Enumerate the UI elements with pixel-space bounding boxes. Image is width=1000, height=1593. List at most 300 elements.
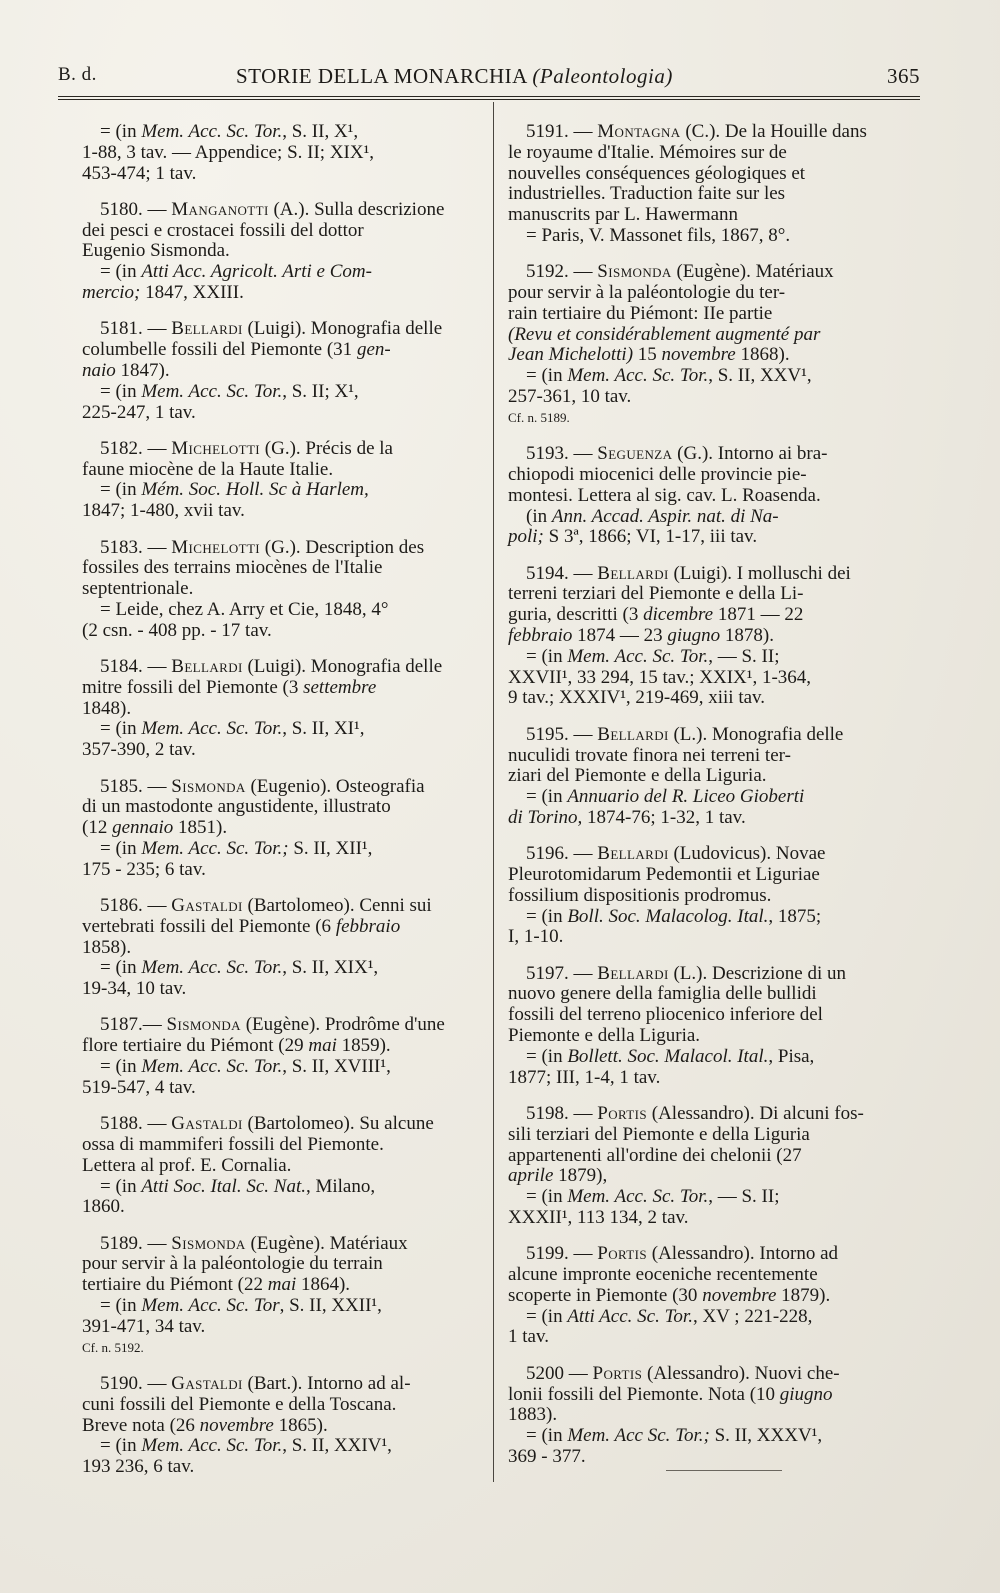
- entry-line: rain tertiaire du Piémont: IIe partie: [508, 302, 773, 324]
- entry-line: di un mastodonte angustidente, illustrato: [82, 796, 391, 818]
- entry-text: (Alessandro). Di alcuni fos-: [647, 1102, 864, 1124]
- entry-line: [82, 1416, 492, 1437]
- entry-text: (Luigi). Monografia delle: [242, 318, 443, 340]
- entry-line: 9 tav.; XXXIV¹, 219-469, xiii tav.: [508, 687, 766, 709]
- entry-line: [508, 626, 920, 647]
- entry-line: 193 236, 6 tav.: [82, 1456, 195, 1478]
- entry-line: nouvelles conséquences géologiques et: [508, 162, 806, 184]
- entry-line: [508, 1426, 920, 1447]
- entry-line: 175 - 235; 6 tav.: [82, 858, 206, 880]
- entry-text: 5192. —: [526, 261, 598, 283]
- entry-5180: [82, 200, 492, 304]
- entry-text: Jean Michelotti): [508, 344, 634, 366]
- entry-text: 1874 — 23: [572, 625, 668, 647]
- entry-text: 5197. —: [526, 962, 598, 984]
- entry-line: nuculidi trovate finora nei terreni ter-: [508, 744, 791, 766]
- entry-line: dei pesci e crostacei fossili del dottor: [82, 219, 364, 241]
- entry-text: , S. II, XXII¹,: [279, 1295, 382, 1317]
- entry-line: 1883).: [508, 1404, 558, 1426]
- entry-text: 1871 — 22: [713, 604, 804, 626]
- entry-line: fossili del terreno pliocenico inferiore del: [508, 1004, 823, 1026]
- entry-line: [508, 725, 920, 746]
- entry-line: Lettera al prof. E. Cornalia.: [82, 1154, 292, 1176]
- entry-5190: [82, 1374, 492, 1478]
- entry-text: Bellardi: [171, 318, 243, 340]
- entry-text: Bellardi: [597, 843, 669, 865]
- entry-line: [82, 1036, 492, 1057]
- entry-line: [82, 1015, 492, 1036]
- header-rule-thin: [58, 99, 920, 100]
- entry-text: = (in: [100, 1435, 142, 1457]
- entry-text: S. II, XXXV¹,: [709, 1425, 823, 1447]
- entry-text: (Bartolomeo). Cenni sui: [242, 895, 432, 916]
- entry-text: (A.). Sulla descrizione: [268, 198, 445, 220]
- entry-text: Boll. Soc. Malacolog. Ital.: [567, 905, 769, 927]
- entry-text: = (in: [100, 380, 142, 402]
- entry-text: 5180. —: [100, 198, 172, 220]
- entry-line: sili terziari del Piemonte e della Liguria: [508, 1123, 810, 1145]
- entry-text: , Pisa,: [768, 1045, 815, 1067]
- entry-text: , Milano,: [305, 1175, 376, 1197]
- entry-line: ziari del Piemonte e della Liguria.: [508, 765, 767, 787]
- left-column: [82, 122, 492, 1493]
- entry-text: 1859).: [336, 1035, 391, 1057]
- entry-5200: [508, 1364, 920, 1468]
- entry-line: [82, 657, 492, 678]
- entry-text: gennaio: [112, 817, 174, 839]
- entry-text: Sismonda: [166, 1014, 241, 1036]
- entry-text: 5188. —: [100, 1113, 172, 1135]
- entry-5196: [508, 844, 920, 948]
- entry-line: 1-88, 3 tav. — Appendice; S. II; XIX¹,: [82, 141, 375, 163]
- entry-line: industrielles. Traduction faite sur les: [508, 183, 786, 205]
- entry-text: (12: [82, 817, 113, 839]
- entry-text: 5184. —: [100, 656, 172, 678]
- entry-line: cuni fossili del Piemonte e della Toscana.: [82, 1393, 397, 1415]
- entry-5183: [82, 538, 492, 642]
- entry-text: (Bart.). Intorno ad al-: [242, 1372, 411, 1394]
- entry-text: , XV ; 221-228,: [692, 1305, 813, 1327]
- entry-text: Gastaldi: [171, 1372, 243, 1394]
- page-number: 365: [887, 64, 920, 88]
- entry-text: = (in: [526, 645, 568, 667]
- entry-text: Mem. Acc. Sc. Tor.: [141, 957, 283, 979]
- entry-line: ossa di mammiferi fossili del Piemonte.: [82, 1133, 384, 1155]
- entry-text: = (in: [526, 1186, 568, 1208]
- entry-5192: [508, 262, 920, 428]
- entry-line: [82, 896, 492, 917]
- entry-line: [82, 319, 492, 340]
- entry-line: [82, 958, 492, 979]
- entry-5197: [508, 964, 920, 1089]
- entry-text: (C.). De la Houille dans: [680, 121, 867, 142]
- entry-text: = (in: [100, 1056, 142, 1078]
- entry-text: 5187.—: [100, 1014, 167, 1036]
- entry-5187: [82, 1015, 492, 1098]
- entry-line: [508, 1047, 920, 1068]
- entry-line: [508, 605, 920, 626]
- entry-text: naio: [82, 359, 116, 381]
- entry-text: Gastaldi: [171, 1113, 243, 1135]
- entry-text: febbraio: [335, 915, 401, 937]
- entry-text: Mem. Acc. Sc. Tor: [141, 1295, 280, 1317]
- entry-text: = (in: [100, 121, 142, 142]
- entry-line: [508, 1187, 920, 1208]
- entry-line: montesi. Lettera al sig. cav. L. Roasenda.: [508, 484, 821, 506]
- entry-line: 357-390, 2 tav.: [82, 739, 196, 761]
- entry-line: terreni terziari del Piemonte e della Li-: [508, 583, 804, 605]
- entry-text: = (in: [100, 261, 142, 283]
- entry-line: [82, 122, 492, 143]
- entry-line: nuovo genere della famiglia delle bullidi: [508, 983, 817, 1005]
- entry-line: [508, 527, 920, 548]
- entry-text: Sismonda: [171, 775, 246, 797]
- entry-line: [82, 340, 492, 361]
- entry-5182: [82, 439, 492, 522]
- entry-text: 15: [633, 344, 662, 366]
- entry-text: Mem. Acc. Sc. Tor.: [141, 1056, 283, 1078]
- entry-text: Atti Acc. Sc. Tor.: [567, 1305, 693, 1327]
- entry-line: [508, 787, 920, 808]
- entry-text: Bollett. Soc. Malacol. Ital.: [567, 1045, 769, 1067]
- header-lead: B. d.: [58, 64, 97, 85]
- entry-line: [82, 917, 492, 938]
- entry-text: Sismonda: [597, 261, 672, 283]
- entry-line: 1 tav.: [508, 1326, 549, 1348]
- entry-line: 369 - 377.: [508, 1445, 586, 1467]
- entry-text: 5193. —: [526, 443, 598, 465]
- entry-5188: [82, 1114, 492, 1218]
- entry-text: Bellardi: [597, 562, 669, 584]
- entry-text: 5199. —: [526, 1243, 598, 1265]
- entry-text: novembre: [702, 1284, 777, 1306]
- entry-text: novembre: [661, 344, 736, 366]
- entry-text: 1879),: [553, 1165, 608, 1187]
- entry-text: 5191. —: [526, 121, 598, 142]
- entry-text: 5182. —: [100, 437, 172, 459]
- entry-text: 5200 —: [526, 1362, 593, 1384]
- entry-line: 1848).: [82, 697, 132, 719]
- entry-text: vertebrati fossili del Piemonte (6: [82, 915, 336, 937]
- header-rule: [58, 96, 920, 97]
- entry-text: Mem. Acc. Sc. Tor.: [141, 380, 283, 402]
- entry-line: [508, 907, 920, 928]
- entry-text: S. II, XII¹,: [288, 837, 373, 859]
- entry-line: Piemonte e della Liguria.: [508, 1025, 701, 1047]
- entry-text: = (in: [526, 905, 568, 927]
- entry-text: 5198. —: [526, 1102, 598, 1124]
- entry-text: 1878).: [720, 625, 774, 647]
- entry-text: (G.). Intorno ai bra-: [672, 443, 828, 465]
- entry-line: manuscrits par L. Hawermann: [508, 204, 739, 226]
- entry-text: 5190. —: [100, 1372, 172, 1394]
- end-rule: [666, 1470, 782, 1471]
- entry-text: 1865).: [273, 1414, 328, 1436]
- entry-text: , S. II, XXV¹,: [708, 365, 812, 387]
- entry-5191: [508, 122, 920, 247]
- entry-line: [508, 808, 920, 829]
- entry-text: = (in: [100, 718, 142, 740]
- entry-text: Bellardi: [597, 723, 669, 745]
- entry-line: [82, 538, 492, 559]
- entry-text: 1847).: [115, 359, 170, 381]
- entry-text: Mem. Acc. Sc. Tor.: [567, 365, 709, 387]
- entry-text: Ann. Accad. Aspir. nat. di Na-: [551, 505, 779, 527]
- entry-line: [508, 1104, 920, 1125]
- entry-text: Mem. Acc. Sc. Tor.: [141, 1435, 283, 1457]
- entry-line: [508, 325, 920, 346]
- entry-line: [82, 382, 492, 403]
- entry-text: (Bartolomeo). Su alcune: [242, 1113, 434, 1135]
- entry-text: (G.). Description des: [260, 536, 425, 558]
- entry-text: poli;: [508, 526, 544, 548]
- entry-line: [82, 1114, 492, 1135]
- entry-text: tertiaire du Piémont (22: [82, 1274, 268, 1296]
- entry-text: (Luigi). Monografia delle: [242, 656, 443, 678]
- entry-text: novembre: [199, 1414, 274, 1436]
- entry-line: fossilium dispositionis prodromus.: [508, 884, 772, 906]
- entry-continuation: [82, 122, 492, 184]
- entry-text: febbraio: [508, 625, 573, 647]
- entry-text: 1851).: [173, 817, 228, 839]
- entry-text: 5183. —: [100, 536, 172, 558]
- entry-5181: [82, 319, 492, 423]
- entry-text: Sismonda: [171, 1232, 246, 1254]
- entry-text: settembre: [303, 676, 377, 698]
- running-title: [236, 64, 673, 89]
- entry-line: [508, 507, 920, 528]
- entry-text: mai: [308, 1035, 337, 1057]
- entry-line: [508, 964, 920, 985]
- entry-line: pour servir à la paléontologie du ter-: [508, 282, 786, 304]
- entry-5198: [508, 1104, 920, 1229]
- entry-text: Mém. Soc. Holl. Sc à Harlem,: [141, 479, 369, 501]
- entry-line: 391-471, 34 tav.: [82, 1315, 206, 1337]
- entry-text: 1864).: [296, 1274, 351, 1296]
- entry-line: [82, 777, 492, 798]
- entry-text: 5186. —: [100, 895, 172, 916]
- entry-line: 453-474; 1 tav.: [82, 162, 197, 184]
- entry-line: [82, 1296, 492, 1317]
- entry-text: guria, descritti (3: [508, 604, 644, 626]
- entry-text: , — S. II;: [708, 1186, 780, 1208]
- entry-line: [508, 647, 920, 668]
- entry-text: (Ludovicus). Novae: [668, 843, 826, 865]
- entry-text: , 1875;: [768, 905, 822, 927]
- entry-line: [508, 122, 920, 143]
- right-column: [508, 122, 920, 1483]
- entry-text: giugno: [667, 625, 721, 647]
- entry-line: [82, 1374, 492, 1395]
- entry-text: (Eugène). Matériaux: [245, 1232, 408, 1254]
- entry-text: Annuario del R. Liceo Gioberti: [567, 786, 805, 808]
- entry-line: [508, 1166, 920, 1187]
- entry-line: [82, 1234, 492, 1255]
- entry-5195: [508, 725, 920, 829]
- entry-line: = Paris, V. Massonet fils, 1867, 8°.: [526, 224, 791, 246]
- entry-line: alcune impronte eoceniche recentemente: [508, 1264, 818, 1286]
- entry-line: faune miocène de la Haute Italie.: [82, 458, 334, 480]
- entry-text: = (in: [526, 1305, 568, 1327]
- entry-text: Seguenza: [597, 443, 673, 465]
- entry-line: [508, 262, 920, 283]
- entry-text: , S. II, XIX¹,: [282, 957, 379, 979]
- entry-line: [82, 283, 492, 304]
- entry-text: Michelotti: [171, 437, 261, 459]
- entry-text: = (in: [100, 1295, 142, 1317]
- entry-text: Portis: [597, 1243, 647, 1265]
- entry-text: = (in: [526, 1425, 568, 1447]
- entry-text: mitre fossili del Piemonte (3: [82, 676, 304, 698]
- entry-line: 19-34, 10 tav.: [82, 978, 187, 1000]
- entry-text: 5194. —: [526, 562, 598, 584]
- entry-line: I, 1-10.: [508, 926, 564, 948]
- entry-text: aprile: [508, 1165, 554, 1187]
- entry-text: (Eugène). Prodrôme d'une: [240, 1014, 445, 1036]
- entry-text: , S. II, XVIII¹,: [282, 1056, 391, 1078]
- entry-text: , S. II; X¹,: [282, 380, 359, 402]
- entry-text: 5196. —: [526, 843, 598, 865]
- entry-line: 519-547, 4 tav.: [82, 1076, 196, 1098]
- entry-text: 5195. —: [526, 723, 598, 745]
- entry-line: chiopodi miocenici delle provincie pie-: [508, 463, 807, 485]
- entry-text: (in: [526, 505, 552, 527]
- entry-line: [508, 444, 920, 465]
- entry-text: (Alessandro). Nuovi che-: [642, 1362, 840, 1384]
- entry-text: Montagna: [597, 121, 681, 142]
- page-header: [58, 60, 920, 100]
- entry-line: [82, 839, 492, 860]
- entry-line: appartenenti all'ordine dei chelonii (27: [508, 1144, 802, 1166]
- entry-text: Gastaldi: [171, 895, 243, 916]
- entry-text: (Eugenio). Osteografia: [245, 775, 425, 797]
- entry-text: di Torino,: [508, 806, 583, 828]
- entry-5184: [82, 657, 492, 761]
- entry-line: fossiles des terrains miocènes de l'Italie: [82, 557, 383, 579]
- entry-text: = (in: [526, 365, 568, 387]
- entry-line: [508, 1307, 920, 1328]
- entry-text: mai: [267, 1274, 297, 1296]
- entry-line: [508, 564, 920, 585]
- entry-text: 1879).: [776, 1284, 831, 1306]
- entry-line: [508, 1244, 920, 1265]
- entry-text: S 3ª, 1866; VI, 1-17, iii tav.: [543, 526, 758, 548]
- entry-text: Manganotti: [171, 198, 269, 220]
- entry-text: (G.). Précis de la: [260, 437, 393, 459]
- entry-line: pour servir à la paléontologie du terrain: [82, 1253, 383, 1275]
- entry-text: 5181. —: [100, 318, 172, 340]
- entry-5189: [82, 1234, 492, 1359]
- entry-text: = (in: [526, 1045, 568, 1067]
- entry-line: [82, 262, 492, 283]
- entry-line: [82, 361, 492, 382]
- entry-line: septentrionale.: [82, 578, 194, 600]
- entry-line: [82, 719, 492, 740]
- entry-text: Mem. Acc. Sc. Tor.;: [141, 837, 289, 859]
- entry-text: columbelle fossili del Piemonte (31: [82, 339, 357, 361]
- entry-text: Breve nota (26: [82, 1414, 200, 1436]
- entry-text: 5185. —: [100, 775, 172, 797]
- entry-text: = (in: [100, 1175, 142, 1197]
- entry-text: Michelotti: [171, 536, 261, 558]
- entry-text: gen-: [356, 339, 391, 361]
- entry-line: [82, 480, 492, 501]
- entry-text: Portis: [597, 1102, 647, 1124]
- entry-text: Bellardi: [171, 656, 243, 678]
- entry-text: 1868).: [735, 344, 790, 366]
- entry-text: dicembre: [643, 604, 714, 626]
- entry-text: flore tertiaire du Piémont (29: [82, 1035, 309, 1057]
- running-title-sub: (Paleontologia): [532, 64, 673, 88]
- entry-text: , S. II, XXIV¹,: [282, 1435, 392, 1457]
- entry-text: , S. II, XI¹,: [282, 718, 365, 740]
- entry-text: (Revu et considérablement augmenté par: [508, 323, 821, 345]
- entry-line: [82, 200, 492, 221]
- entry-line: [508, 1364, 920, 1385]
- cross-reference: Cf. n. 5189.: [508, 409, 570, 425]
- column-divider: [493, 102, 494, 1482]
- entry-5186: [82, 896, 492, 1000]
- entry-line: 1858).: [82, 936, 132, 958]
- entry-text: = (in: [526, 786, 568, 808]
- entry-line: XXXII¹, 113 134, 2 tav.: [508, 1206, 689, 1228]
- entry-5193: [508, 444, 920, 548]
- entry-line: [82, 1436, 492, 1457]
- entry-line: = Leide, chez A. Arry et Cie, 1848, 4°: [100, 598, 389, 620]
- running-title-main: STORIE DELLA MONARCHIA: [236, 64, 533, 88]
- entry-text: scoperte in Piemonte (30: [508, 1284, 703, 1306]
- entry-text: Mem. Acc. Sc. Tor.: [141, 121, 283, 142]
- entry-text: 5189. —: [100, 1232, 172, 1254]
- entry-line: 1877; III, 1-4, 1 tav.: [508, 1066, 661, 1088]
- entry-line: 1847; 1-480, xvii tav.: [82, 500, 245, 522]
- entry-text: Bellardi: [597, 962, 669, 984]
- entry-line: [82, 678, 492, 699]
- entry-line: [82, 1057, 492, 1078]
- entry-line: [82, 1275, 492, 1296]
- entry-text: Mem. Acc. Sc. Tor.: [141, 718, 283, 740]
- entry-line: 225-247, 1 tav.: [82, 401, 196, 423]
- entry-line: (2 csn. - 408 pp. - 17 tav.: [82, 619, 272, 641]
- entry-line: 1860.: [82, 1196, 125, 1218]
- entry-line: [82, 439, 492, 460]
- entry-text: = (in: [100, 479, 142, 501]
- entry-line: [508, 345, 920, 366]
- entry-line: [82, 818, 492, 839]
- entry-line: [508, 1286, 920, 1307]
- entry-text: mercio;: [82, 282, 141, 304]
- entry-line: [508, 844, 920, 865]
- entry-line: Eugenio Sismonda.: [82, 240, 230, 262]
- entry-text: 1874-76; 1-32, 1 tav.: [582, 806, 746, 828]
- entry-line: Pleurotomidarum Pedemontii et Liguriae: [508, 864, 820, 885]
- entry-5185: [82, 777, 492, 881]
- entry-text: giugno: [779, 1383, 833, 1405]
- entry-line: [508, 1385, 920, 1406]
- entry-text: Mem. Acc. Sc. Tor.: [567, 645, 709, 667]
- entry-text: = (in: [100, 957, 142, 979]
- cross-reference: Cf. n. 5192.: [82, 1339, 144, 1355]
- entry-text: lonii fossili del Piemonte. Nota (10: [508, 1383, 780, 1405]
- entry-text: , — S. II;: [708, 645, 780, 667]
- entry-text: (L.). Descrizione di un: [668, 962, 847, 984]
- entry-text: , S. II, X¹,: [282, 121, 359, 142]
- entry-5199: [508, 1244, 920, 1348]
- entry-line: 257-361, 10 tav.: [508, 386, 632, 408]
- entry-line: [82, 1177, 492, 1198]
- entry-5194: [508, 564, 920, 710]
- entry-text: Portis: [592, 1362, 643, 1384]
